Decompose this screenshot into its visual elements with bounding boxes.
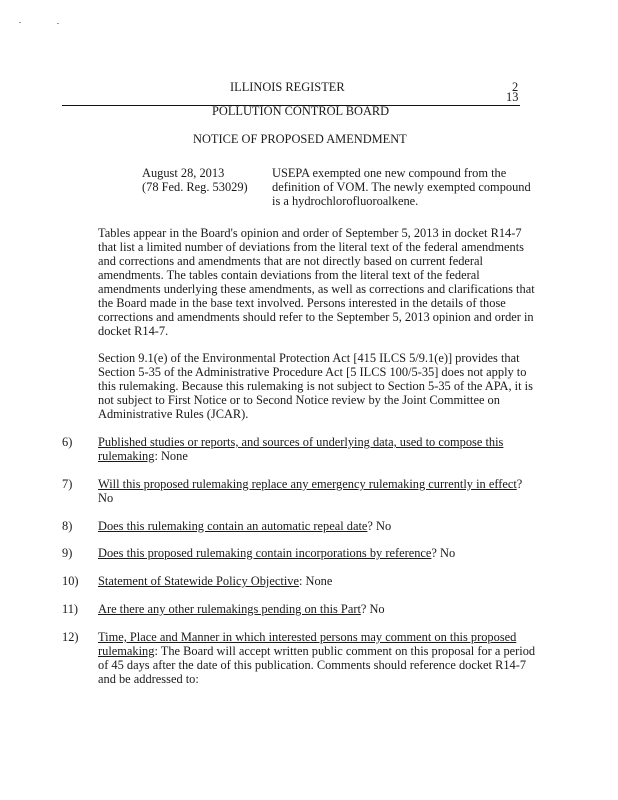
- entry-citation: (78 Fed. Reg. 53029): [142, 180, 248, 194]
- item-heading: Does this proposed rulemaking contain incorporations by reference: [98, 546, 432, 560]
- scan-speck: [19, 22, 21, 23]
- item-line: [98, 602, 385, 616]
- item-heading: Statement of Statewide Policy Objective: [98, 574, 299, 588]
- section-paragraph: [98, 351, 533, 421]
- paragraph-line: amendments. The tables contain deviations from the literal text of the federal: [98, 268, 480, 282]
- item-answer: and be addressed to:: [98, 672, 199, 686]
- register-title: ILLINOIS REGISTER: [230, 80, 345, 94]
- item-answer: ? No: [431, 546, 456, 560]
- item-heading: rulemaking: [98, 644, 155, 658]
- entry-description-line: definition of VOM. The newly exempted compound: [272, 180, 531, 194]
- item-line: [98, 477, 522, 491]
- item-answer: : The Board will accept written public comment on this proposal for a period: [154, 644, 536, 658]
- item-answer: ? No: [367, 519, 392, 533]
- paragraph-line: Section 5-35 of the Administrative Procedure Act [5 ILCS 100/5-35] does not apply to: [98, 365, 527, 379]
- page-number: 2: [512, 80, 519, 94]
- notice-title: NOTICE OF PROPOSED AMENDMENT: [193, 132, 407, 146]
- item-number: 12): [62, 630, 79, 644]
- item-line: [98, 519, 391, 533]
- item-line: [98, 630, 535, 644]
- item-line: [98, 449, 503, 463]
- agency-name: POLLUTION CONTROL BOARD: [212, 104, 390, 118]
- item-heading: rulemaking: [98, 449, 155, 463]
- paragraph-line: amendments underlying these amendments, as well as corrections and clarifications that: [98, 282, 535, 296]
- item-line: [98, 672, 535, 686]
- item-line: [98, 546, 455, 560]
- item-answer: : None: [298, 574, 333, 588]
- entry-description-line: is a hydrochlorofluoroalkene.: [272, 194, 419, 208]
- item-heading: Will this proposed rulemaking replace any emergency rulemaking currently in effect: [98, 477, 517, 491]
- item-heading: Time, Place and Manner in which interested persons may comment on this proposed: [98, 630, 517, 644]
- issue-number: 13: [506, 90, 519, 104]
- paragraph-line: not subject to First Notice or to Second Notice review by the Joint Committee on: [98, 393, 500, 407]
- item-line: [98, 644, 535, 658]
- paragraph-line: Tables appear in the Board's opinion and order of September 5, 2013 in docket R14-7: [98, 226, 522, 240]
- item-number: 9): [62, 546, 73, 560]
- item-number: 10): [62, 574, 79, 588]
- paragraph-line: Section 9.1(e) of the Environmental Protection Act [415 ILCS 5/9.1(e)] provides that: [98, 351, 520, 365]
- paragraph-line: this rulemaking. Because this rulemaking is not subject to Section 5-35 of the APA, it is: [98, 379, 533, 393]
- tables-paragraph: [98, 226, 535, 338]
- item-line: [98, 574, 332, 588]
- scan-speck: [57, 23, 59, 24]
- item-answer: ? No: [360, 602, 385, 616]
- item-number: 11): [62, 602, 79, 616]
- paragraph-line: docket R14-7.: [98, 324, 169, 338]
- item-answer: of 45 days after the date of this publication. Comments should reference docket R14-7: [98, 658, 527, 672]
- item-line: [98, 658, 535, 672]
- paragraph-line: corrections and amendments should refer to the September 5, 2013 opinion and order in: [98, 310, 534, 324]
- paragraph-line: and corrections and amendments that are not directly based on current federal: [98, 254, 483, 268]
- paragraph-line: Administrative Rules (JCAR).: [98, 407, 249, 421]
- item-number: 6): [62, 435, 73, 449]
- paragraph-line: that list a limited number of deviations from the literal text of the federal amendments: [98, 240, 524, 254]
- item-line: [98, 435, 503, 449]
- item-answer: ?: [516, 477, 523, 491]
- item-answer: No: [98, 491, 114, 505]
- entry-description-line: USEPA exempted one new compound from the: [272, 166, 507, 180]
- item-answer: : None: [154, 449, 188, 463]
- entry-date: August 28, 2013: [142, 166, 225, 180]
- item-heading: Does this rulemaking contain an automatic repeal date: [98, 519, 368, 533]
- item-line: [98, 491, 522, 505]
- item-heading: Are there any other rulemakings pending on this Part: [98, 602, 361, 616]
- paragraph-line: the Board made in the base text involved. Persons interested in the details of those: [98, 296, 506, 310]
- item-heading: Published studies or reports, and sources of underlying data, used to compose this: [98, 435, 504, 449]
- item-number: 8): [62, 519, 73, 533]
- item-number: 7): [62, 477, 73, 491]
